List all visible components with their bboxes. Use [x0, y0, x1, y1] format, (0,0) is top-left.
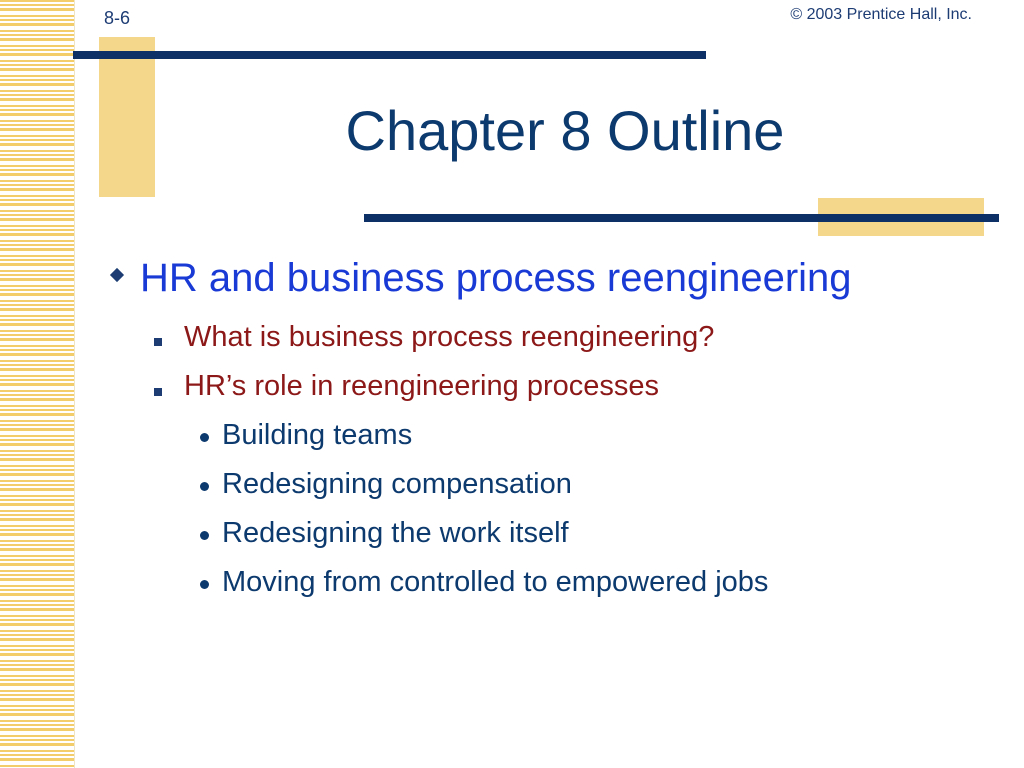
square-bullet-icon	[154, 388, 162, 396]
diamond-bullet-icon	[108, 264, 130, 286]
outline-subsub-item-4: Moving from controlled to empowered jobs	[222, 566, 769, 598]
decorative-gold-block-left	[99, 37, 155, 197]
square-bullet-icon	[154, 338, 162, 346]
decorative-line-top	[73, 51, 706, 59]
slide-number: 8-6	[104, 8, 131, 28]
decorative-stripes	[0, 0, 74, 768]
decorative-line-bottom	[364, 214, 999, 222]
stripes-edge	[74, 0, 75, 768]
dot-bullet-icon	[200, 531, 209, 540]
outline-sub-item-2: HR’s role in reengineering processes	[184, 370, 659, 402]
outline-subsub-item-3: Redesigning the work itself	[222, 517, 569, 549]
dot-bullet-icon	[200, 482, 209, 491]
copyright-notice: © 2003 Prentice Hall, Inc.	[790, 6, 972, 23]
slide-title: Chapter 8 Outline	[345, 99, 785, 162]
outline-main-item: HR and business process reengineering	[140, 256, 852, 300]
outline-subsub-item-2: Redesigning compensation	[222, 468, 572, 500]
outline-subsub-item-1: Building teams	[222, 419, 413, 451]
outline-sub-item-1: What is business process reengineering?	[184, 321, 715, 353]
dot-bullet-icon	[200, 580, 209, 589]
dot-bullet-icon	[200, 433, 209, 442]
